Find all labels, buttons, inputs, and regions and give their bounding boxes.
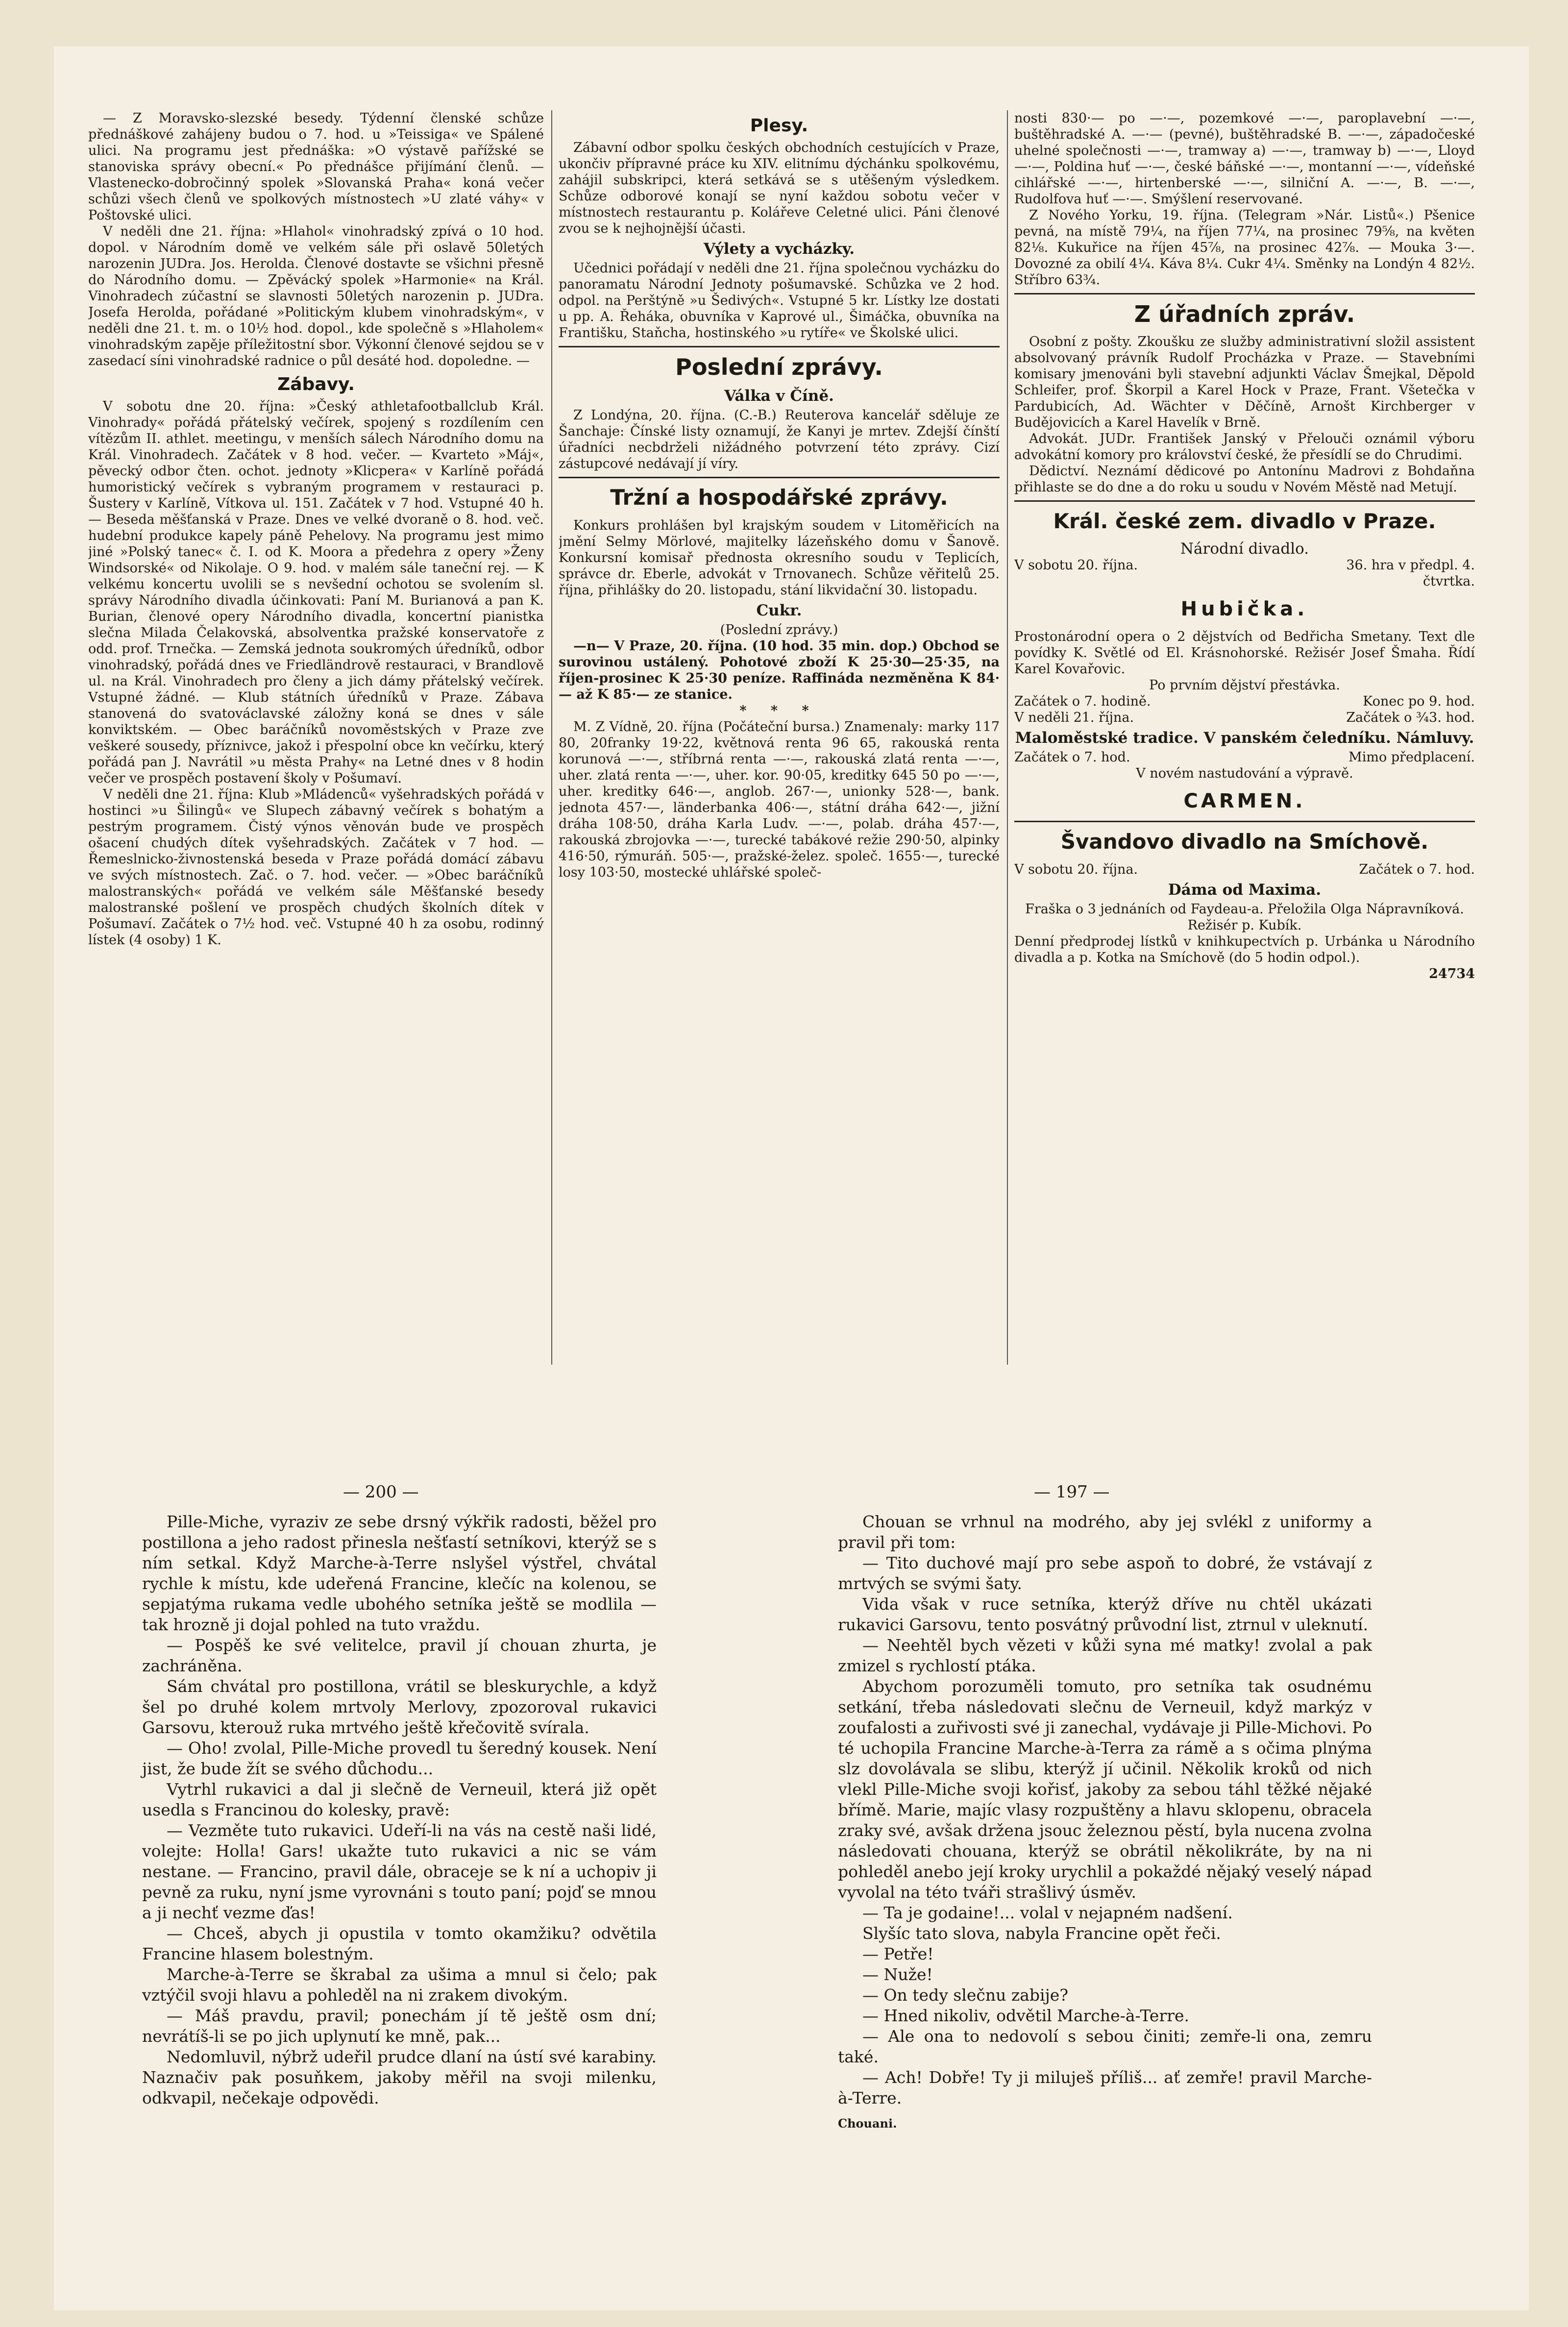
nd2-date: V neděli 21. října. xyxy=(1014,710,1134,725)
nd2-start: Začátek o ¾3. hod. xyxy=(1346,710,1475,725)
divider xyxy=(1014,293,1475,294)
newspaper-page xyxy=(54,47,1529,2310)
heading-trzni-zpravy: Tržní a hospodářské zprávy. xyxy=(610,485,948,510)
serial-paragraph: — Ta je godaine!... volal v nejapném nadšení. xyxy=(862,1903,1233,1922)
moravian-society-notice: — Z Moravsko-slezské besedy. Týdenní členské schůze přednáškové zahájeny budou o 7. hod. u »Teissiga« ve Spálené ulici. Na programu jest přednáška: »O výstavě pařížské se stanoviska správy obecní.« Po přednášce přijímání členů. — Vlastenecko-dobročinný spolek »Slovanská Praha« koná večer schůzi všech členů ve spolkových místnostech »U zlaté váhy« v Poštovské ulici. xyxy=(88,111,544,223)
serial-paragraph: — Hned nikoliv, odvětil Marche-à-Terre. xyxy=(862,2006,1190,2025)
play-carmen: CARMEN. xyxy=(1183,790,1306,812)
serial-paragraph: — Petře! xyxy=(862,1944,934,1963)
bourse-continuation: nosti 830·— po —·—, pozemkové —·—, paroplavební —·—, buštěhradské A. —·— (pevné), buštěhradské B. —·—, západočeské uhelné společnosti —·—, tramway a) —·—, tramway b) —·—, Lloyd —·—, Poldina huť —·—, české báňské —·—, montanní —·—, vídeňské cihlářské —·—, hirtenberské —·—, silniční A. —·—, B. —·—, Rudolfova huť —·—. Smýšlení reservované. xyxy=(1014,111,1475,207)
ad-number: 24734 xyxy=(1429,966,1475,981)
divider xyxy=(1014,821,1475,822)
column-divider xyxy=(1007,110,1008,1365)
heading-svandovo: Švandovo divadlo na Smíchově. xyxy=(1060,830,1429,854)
serial-paragraph: — Nuže! xyxy=(862,1965,933,1984)
column-3 xyxy=(1014,110,1475,1365)
national-theatre: Národní divadlo. xyxy=(1180,540,1309,558)
serial-paragraph: Vytrhl rukavici a dal ji slečně de Verneuil, která již opět usedla s Francinou do kolesky, pravě: xyxy=(142,1780,657,1819)
nd-end: Konec po 9. hod. xyxy=(1363,694,1475,709)
heading-divadlo: Král. české zem. divadlo v Praze. xyxy=(1053,509,1436,533)
sv-start: Začátek o 7. hod. xyxy=(1359,862,1475,877)
divider xyxy=(559,346,1000,347)
serial-paragraph: — Vezměte tuto rukavici. Udeří-li na vás na cestě naši lidé, volejte: Holla! Gars! ukažte tuto rukavici a nic se vám nestane. — Francino, pravil dále, obraceje se k ní a uchopiv ji pevně za ruku, nyní jsme vyrovnáni s touto paní; pojď se mnou a ji nechť vezme ďas! xyxy=(142,1821,657,1922)
serial-paragraph: — Chceš, abych ji opustila v tomto okamžiku? odvětila Francine hlasem bolestným. xyxy=(142,1924,657,1963)
separator-stars: * * * xyxy=(739,703,819,718)
new-york-report: Z Nového Yorku, 19. října. (Telegram »Nár. Listů«.) Pšenice pevná, na místě 79¼, na říjen 77¼, na prosinec 79⅝, na květen 82⅛. Kukuřice na říjen 45⅞, na prosinec 42⅞. — Mouka 3·—. Dovozné za obilí 4¼. Káva 8¼. Cukr 4¼. Směnky na Londýn 4 82½. Stříbro 63¾. xyxy=(1014,208,1475,288)
sunday-events-notice: V neděli dne 21. října: »Hlahol« vinohradský zpívá o 10 hod. dopol. v Národním domě ve velkém sále při oslavě 50letých narozenin JUDra. Jos. Herolda. Členové dostavte se všichni přesně do Národního domu. — Zpěvácký spolek »Harmonie« na Král. Vinohradech zúčastní se slavnosti 50letých narozenin p. JUDra. Josefa Herolda, pořádané »Politickým klubem vinohradským«, v neděli dne 21. t. m. o 10½ hod. dopol., kde společně s »Hlaholem« vinohradským zapěje příležitostní sbor. Výkonní členové sejdou se v zasedací síni vinohradské radnice o půl desáté hod. dopoledne. — xyxy=(88,224,544,368)
serial-paragraph: — Ale ona to nedovolí s sebou činiti; zemře-li ona, zemru také. xyxy=(838,2027,1372,2066)
serial-paragraph: Sám chvátal pro postillona, vrátil se bleskurychle, a když šel po druhé kolem mrtvoly Merlovy, zpozoroval rukavici Garsovu, kterouž ruka mrtvého ještě křečovitě svírala. xyxy=(142,1677,657,1737)
sunday-entertainment: V neděli dne 21. října: Klub »Mládenců« vyšehradských pořádá v hostinci »u Šilingů« ve Slupech zábavný večírek s bohatým a pestrým programem. Čistý výnos věnován bude ve prospěch ošacení chudých dítek vyšehradských. Začátek v 7 hod. — Řemeslnicko-živnostenská beseda v Praze pořádá domácí zábavu ve svých místnostech. Zač. o 7. hod. večer. — »Obec baráčníků malostranských« pořádá ve velkém sále Měšťanské besedy malostranské pošlení ve prospěch chudých školních dítek v Pošumaví. Začátek o 7½ hod. več. Vstupné 40 h za osobu, rodinný lístek (4 osoby) 1 K. xyxy=(88,787,544,948)
serial-paragraph: — Tito duchové mají pro sebe aspoň to dobré, že vstávají z mrtvých se svými šaty. xyxy=(838,1553,1372,1593)
divider xyxy=(1014,500,1475,502)
bankruptcy-notice: Konkurs prohlášen byl krajským soudem v Litoměřicích na jmění Selmy Mörlové, majitelky lázeňského domu v Šanově. Konkursní komisař přednosta okresního soudu v Teplicích, správce dr. Eberle, advokát v Trnovanech. Schůze věřitelů 25. října, přihlášky do 20. listopadu, stání likvidační 30. listopadu. xyxy=(559,518,1000,598)
sv-tickets: Denní předprodej lístků v knihkupectvích p. Urbánka u Národního divadla a p. Kotka na Smíchově (do 5 hodin odpol.). xyxy=(1014,934,1475,965)
nd-time-row xyxy=(1014,693,1475,710)
nd-sunday-row xyxy=(1014,710,1475,726)
serial-paragraph: — Ach! Dobře! Ty ji miluješ příliš... ať zemře! pravil Marche-à-Terre. xyxy=(838,2068,1372,2107)
nd-start: Začátek o 7. hodině. xyxy=(1014,694,1151,709)
heading-posledni-zpravy: Poslední zprávy. xyxy=(675,354,883,380)
heading-plesy: Plesy. xyxy=(750,116,808,136)
excursion-notice: Učednici pořádají v neděli dne 21. října společnou vycházku do panoramatu Národní Jednoty pošumavské. Schůzka ve 2 hod. odpol. na Perštýně »u Šedivých«. Vstupné 5 kr. Lístky lze dostati u pp. A. Řeháka, obuvníka v Kaprové ul., Šimáčka, obuvníka na Františku, Staňcha, hostinského »u rytíře« ve Školské ulici. xyxy=(559,261,1000,341)
new-production-note: V novém nastudování a výpravě. xyxy=(1136,766,1353,781)
serial-right-page xyxy=(838,1512,1372,2276)
heading-uradni-zpravy: Z úřadních zpráv. xyxy=(1134,301,1355,327)
vienna-bourse-report: M. Z Vídně, 20. října (Počáteční bursa.) Znamenaly: marky 117 80, 20franky 19·22, květnová renta 96 65, rakouská renta korunová —·—, stříbrná renta —·—, rakouská zlatá renta —·—, uher. zlatá renta —·—, uher. kor. 90·05, kreditky 645 50 po —·—, uher. kreditky 646·—, anglob. 267·—, unionky 528·—, bank. jednota 457·—, länderbanka 406·—, státní dráha 642·—, jižní dráha 108·50, dráha Karla Ludv. —·—, polab. dráha 457·—, rakouská zbrojovka —·—, turecké tabákové režie 290·50, alpinky 416·50, rýmuráň. 505·—, pražské-želez. společ. 1655·—, turecké losy 103·50, mostecké uhlářské společ- xyxy=(559,719,1000,880)
nd-saturday-row xyxy=(1014,557,1475,589)
post-notice: Osobní z pošty. Zkoušku ze služby administrativní složil assistent absolvovaný právník Rudolf Procházka v Praze. — Stavebními komisary jmenováni byli stavební adjunkti Václav Šmejkal, Děpold Schleifer, prof. Škorpil a Karel Hock v Praze, Frant. Všetečka v Pardubicích, Ad. Wächter v Děčíně, Arnošt Kirchberger v Budějovicích a Karel Havelík v Brně. xyxy=(1014,334,1475,430)
saturday-entertainment: V sobotu dne 20. října: »Český athletafootballclub Král. Vinohrady« pořádá přátelský večírek, spojený s rozdílením cen vítězům II. athlet. meetingu, v menších sálech Národního domu na Král. Vinohradech. Začátek v 8 hod. večer. — Kvarteto »Máj«, pěvecký odbor čten. ochot. jednoty »Klicpera« v Karlíně pořádá humoristický večírek s vybraným programem v restauraci p. Šustery v Karlíně, Vítkova ul. 151. Začátek v 7 hod. Vstupné 40 h. — Beseda měšťanská v Praze. Dnes ve velké dvoraně o 8. hod. več. hudební produkce kapely páně Pehelovy. Na programu jest mimo jiné »Polský tanec« č. I. od K. Moora a předehra z opery »Ženy Windsorské« od Nikolaje. O 9. hod. v malém sále taneční rej. — K velkému koncertu uvolili se s nevšední ochotou se svolením sl. správy Národního divadla účinkovati: Paní M. Burianová a pan K. Burian, členové opery Národního divadla, koncertní pianistka slečna Milada Čelakovská, absolventka pražské konservatoře z odd. prof. Trnečka. — Zemská jednota soukromých úředníků, odbor vinohradský, pořádá dnes ve Friedländrově restauraci, v Brandlově ul. na Král. Vinohradech pro členy a jich dámy přátelský večírek. Vstupné žádné. — Klub státních úředníků v Praze. Zábava stanovená do svatováclavské záložny koná se dnes v sále konviktském. — Obec baráčníků novoměstských v Praze zve veškeré sousedy, příznivce, jakož i přespolní obce kn večírku, který pořádá pan J. Navrátil »u města Prahy« na Letné dnes v 8 hodin večer ve prospěch postavení školy v Pošumaví. xyxy=(88,399,544,786)
nd-evening-row xyxy=(1014,749,1475,765)
nd3-note: Mimo předplacení. xyxy=(1348,750,1475,765)
page-number-right: — 197 — xyxy=(1034,1482,1110,1502)
serial-paragraph: Chouan se vrhnul na modrého, aby jej svlékl z uniformy a pravil při tom: xyxy=(838,1512,1372,1552)
serial-paragraph: Vida však v ruce setníka, kterýž dříve nu chtěl ukázati rukavici Garsovu, tento posvátný průvodní list, ztrnul v uleknutí. xyxy=(838,1594,1372,1634)
play-dama-od-maxima: Dáma od Maxima. xyxy=(1168,881,1322,899)
column-2 xyxy=(559,110,1000,1365)
divider xyxy=(559,477,1000,478)
intermission-note: Po prvním dějství přestávka. xyxy=(1149,678,1340,693)
nd3-start: Začátek o 7. hod. xyxy=(1014,750,1130,765)
serial-paragraph: Marche-à-Terre se škrabal za ušima a mnul si čelo; pak vztýčil svoji hlavu a pohleděl na ni zrakem divokým. xyxy=(142,1965,657,2005)
serial-paragraph: — Oho! zvolal, Pille-Miche provedl tu šeredný kousek. Není jist, že bude žít se svého důchodu... xyxy=(142,1739,657,1778)
lawyer-notice: Advokát. JUDr. František Janský v Přelouči oznámil výboru advokátní komory pro království české, že přesídlí se do Chrudimi. xyxy=(1014,431,1475,463)
cukr-subheading: (Poslední zprávy.) xyxy=(720,622,838,637)
serial-paragraph: Nedomluvil, nýbrž udeřil prudce dlaní na ústí své karabiny. Naznačiv pak posuňkem, jakoby měřil na svoji milenku, odkvapil, nečekaje odpovědi. xyxy=(142,2047,657,2107)
catchword: Chouani. xyxy=(838,2116,897,2131)
sv-date: V sobotu 20. října. xyxy=(1014,862,1138,877)
ball-notice: Zábavní odbor spolku českých obchodních cestujících v Praze, ukončiv přípravné práce ku XIV. elitnímu dýchánku spolkovému, zahájil subskripci, která setkává se s utěšeným výsledkem. Schůze odborové konají se nyní každou sobotu večer v místnostech restaurantu p. Kolářeve Celetné ulici. Páni členové zvou se k nejhojnější účasti. xyxy=(559,140,1000,236)
nd-subscription: 36. hra v předpl. 4. čtvrtka. xyxy=(1346,558,1475,589)
hubicka-description: Prostonárodní opera o 2 dějstvích od Bedřicha Smetany. Text dle povídky K. Světlé od El. Krásnohorské. Režisér Josef Šmaha. Řídí Karel Kovařovic. xyxy=(1014,629,1475,677)
heading-zabavy: Zábavy. xyxy=(277,374,355,394)
serial-paragraph: Pille-Miche, vyraziv ze sebe drsný výkřik radosti, běžel pro postillona a jeho radost přinesla nešťastí setníkovi, kterýž se s ním setkal. Když Marche-à-Terre nslyšel výstřel, chvátal rychle k místu, kde udeřená Francine, klečíc na kolenou, se sepjatýma rukama vedle ubohého setníka ještě se modlila — tak hrozně ji dojal pohled na tuto vraždu. xyxy=(142,1512,657,1634)
nd-date: V sobotu 20. října. xyxy=(1014,558,1138,573)
sugar-report: —n— V Praze, 20. října. (10 hod. 35 min. dop.) Obchod se surovinou ustálený. Pohotové zboží K 25·30—25·35, na říjen-prosinec K 25·30 peníze. Raffináda nezměněna K 84·— až K 85·— ze stanice. xyxy=(559,638,1000,702)
serial-paragraph: — On tedy slečnu zabije? xyxy=(862,1985,1069,2005)
page-number-left: — 200 — xyxy=(343,1482,419,1502)
heading-vylety: Výlety a vycházky. xyxy=(703,240,855,258)
play-malomestske: Maloměstské tradice. V panském čeledníku. Námluvy. xyxy=(1015,729,1474,747)
serial-paragraph: — Máš pravdu, pravil; ponechám jí tě ještě osm dní; nevrátíš-li se po jich uplynutí ke mně, pak... xyxy=(142,2006,657,2046)
heading-cukr: Cukr. xyxy=(756,602,802,619)
sv-date-row xyxy=(1014,861,1475,878)
column-1 xyxy=(88,110,544,1365)
serial-left-page xyxy=(142,1512,657,2276)
play-hubicka: Hubička. xyxy=(1180,598,1309,620)
column-divider xyxy=(551,110,552,1365)
serial-paragraph: — Neehtěl bych vězeti v kůži syna mé matky! zvolal a pak zmizel s rychlostí ptáka. xyxy=(838,1636,1372,1675)
serial-paragraph: — Pospěš ke své velitelce, pravil jí chouan zhurta, je zachráněna. xyxy=(142,1636,657,1675)
serial-paragraph: Slyšíc tato slova, nabyla Francine opět řeči. xyxy=(862,1924,1221,1943)
heading-valka: Válka v Číně. xyxy=(724,387,834,405)
inheritance-notice: Dědictví. Neznámí dědicové po Antonínu Madrovi z Bohdaňna přihlaste se do dne a do roku u soudu v Novém Městě nad Metují. xyxy=(1014,464,1475,495)
sv-description: Fraška o 3 jednáních od Faydeau-a. Přeložila Olga Nápravníková. Režisér p. Kubík. xyxy=(1025,902,1464,933)
serial-paragraph: Abychom porozuměli tomuto, pro setníka tak osudnému setkání, třeba následovati slečnu de Verneuil, když markýz v zoufalosti a zuřivosti své ji zanechal, vydávaje ji Pille-Michovi. Po té uchopila Francine Marche-à-Terra za rámě a s očima plnýma slz dovolávala se slibu, kterýž jí učinil. Několik kroků od nich vlekl Pille-Miche svoji kořisť, jakoby za sebou táhl těžké nějaké břímě. Marie, majíc vlasy rozpuštěny a hlavu sklopenu, obracela zraky své, avšak držena jsouc železnou pěstí, byla nucena zvolna následovati chouana, kterýž se obrátil několikráte, by na ni pohleděl anebo její kroky urychlil a pokaždé nějaký veselý nápad vyvolal na této tváři strašlivý úsměv. xyxy=(838,1677,1372,1902)
london-report: Z Londýna, 20. října. (C.-B.) Reuterova kancelář sděluje ze Šanchaje: Čínské listy oznamují, že Kanyi je mrtev. Zdejší čínští úřadníci necbdrželi nižádného potvrzení této zprávy. Cizí zástupcové nedávají jí víry. xyxy=(559,408,1000,471)
